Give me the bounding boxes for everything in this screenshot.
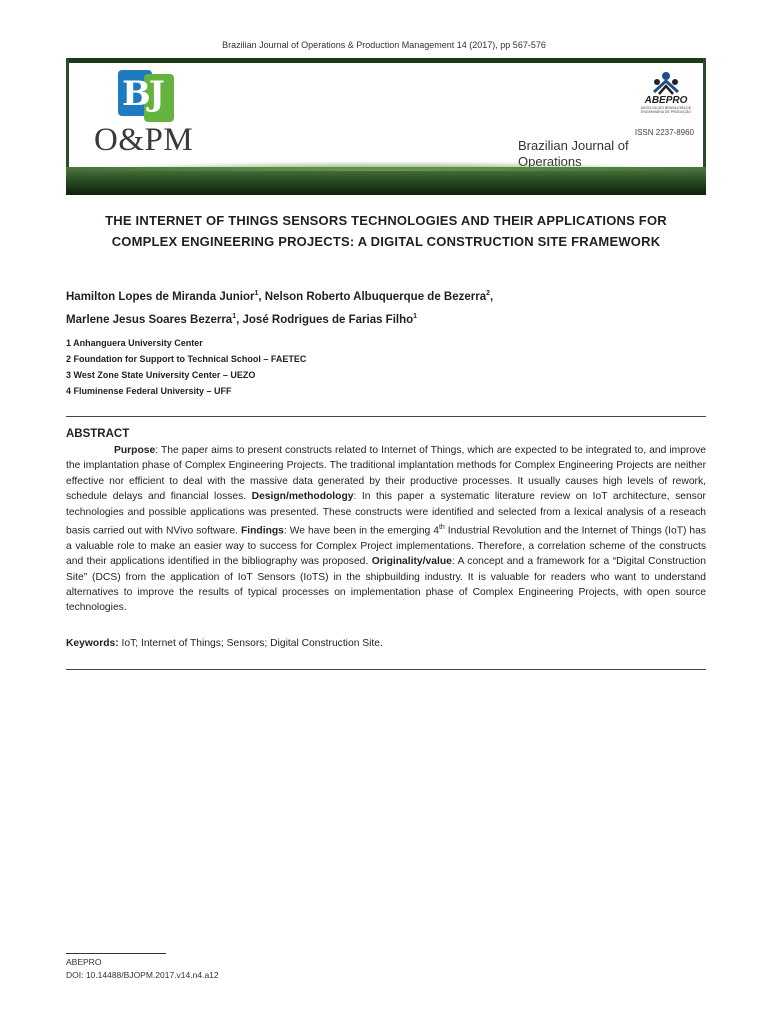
findings-text: : We have been in the emerging 4 (283, 525, 439, 537)
author-line-2 (66, 307, 706, 330)
running-head: Brazilian Journal of Operations & Production Management 14 (2017), pp 567-576 (222, 40, 546, 50)
abepro-emblem-icon (651, 70, 681, 96)
findings-text-cont: Industrial Revolution and the Internet of Things (IoT) has a valuable role to make an easier way to success for Complex Project implementations. Therefore, a correlation scheme of the constructs and their applications identified in the bibliography was proposed. (66, 525, 706, 568)
affiliation-item: 3 West Zone State University Center – UEZO (66, 370, 256, 380)
abstract-body (66, 443, 706, 616)
footnote (66, 956, 219, 982)
author-affiliation-mark: 1 (254, 290, 259, 297)
banner-bottom-band (66, 167, 706, 195)
author-name: Hamilton Lopes de Miranda Junior (66, 290, 255, 303)
originality-label: Originality/value (371, 556, 452, 568)
author-affiliation-mark: 2 (486, 290, 491, 297)
issn: ISSN 2237-8960 (634, 128, 694, 137)
abepro-name: ABEPRO (644, 95, 688, 106)
footnote-rule (66, 953, 166, 954)
author-name: Marlene Jesus Soares Bezerra (66, 313, 233, 326)
abstract-heading: ABSTRACT (66, 428, 130, 440)
paper-title-line2: COMPLEX ENGINEERING PROJECTS: A DIGITAL CONSTRUCTION SITE FRAMEWORK (111, 234, 661, 249)
banner-top-stripe (66, 58, 706, 63)
paper-title-line1: THE INTERNET OF THINGS SENSORS TECHNOLOGIES AND THEIR APPLICATIONS FOR (105, 213, 667, 228)
affiliation-item: 4 Fluminense Federal University – UFF (66, 386, 232, 396)
affiliation-item: 2 Foundation for Support to Technical School – FAETEC (66, 354, 307, 364)
footnote-doi: DOI: 10.14488/BJOPM.2017.v14.n4.a12 (66, 970, 219, 980)
footnote-publisher: ABEPRO (66, 957, 102, 967)
author-affiliation-mark: 1 (413, 312, 418, 320)
abstract-bottom-rule (66, 669, 706, 670)
author-separator: , (236, 313, 243, 326)
author-separator: , (258, 290, 265, 303)
opm-logo-text: O&PM (94, 122, 194, 158)
author-list (66, 284, 706, 330)
abepro-logo (638, 70, 694, 116)
journal-banner (66, 58, 706, 195)
affiliation-item: 1 Anhanguera University Center (66, 338, 203, 348)
author-affiliation-mark: 1 (232, 312, 237, 320)
originality-text: : A concept and a framework for a “Digital Construction Site” (DCS) from the application of IoT Sensors (IoTS) in the shipbuilding industry. It is valuable for readers who want to understand alternatives to improve the results of typical processes on implementation phase of Complex Engineering Projects, with open source technologies. (66, 556, 706, 614)
design-label: Design/methodology (251, 491, 354, 503)
design-text: : In this paper a systematic literature review on IoT architecture, sensor technologies and possible applications was presented. These constructs were identified and selected from a lexical analysis of a reseach basis carried out with NVivo software. (66, 491, 706, 537)
abstract-top-rule (66, 416, 706, 417)
author-separator: , (490, 290, 494, 303)
bj-logo-letters: BJ (122, 74, 163, 114)
purpose-text: : The paper aims to present constructs related to Internet of Things, which are expected to be integrated to, and improve the implantation phase of Complex Engineering Projects. The traditional implantation methods for Complex Engineering Projects are neither effective nor efficient to deal with the massive data generated by their productive processes. It usually causes high levels of rework, schedule delays and financial losses. (66, 445, 706, 503)
affiliation-list (66, 335, 706, 399)
keywords-label: Keywords: (66, 638, 119, 649)
findings-label: Findings (240, 525, 284, 537)
purpose-label: Purpose (114, 445, 156, 456)
author-line-1 (66, 284, 706, 307)
author-name: José Rodrigues de Farias Filho (242, 313, 414, 326)
paper-title (66, 210, 706, 252)
keywords (66, 636, 706, 651)
bj-logo (118, 70, 178, 122)
findings-superscript: th (438, 524, 445, 532)
author-name: Nelson Roberto Albuquerque de Bezerra (264, 290, 487, 303)
abepro-subtitle: ASSOCIAÇÃO BRASILEIRA DE ENGENHARIA DE PRODUÇÃO (640, 106, 692, 114)
journal-name-line1: Brazilian Journal of (518, 138, 629, 153)
keywords-text: IoT; Internet of Things; Sensors; Digital Construction Site. (118, 638, 383, 649)
